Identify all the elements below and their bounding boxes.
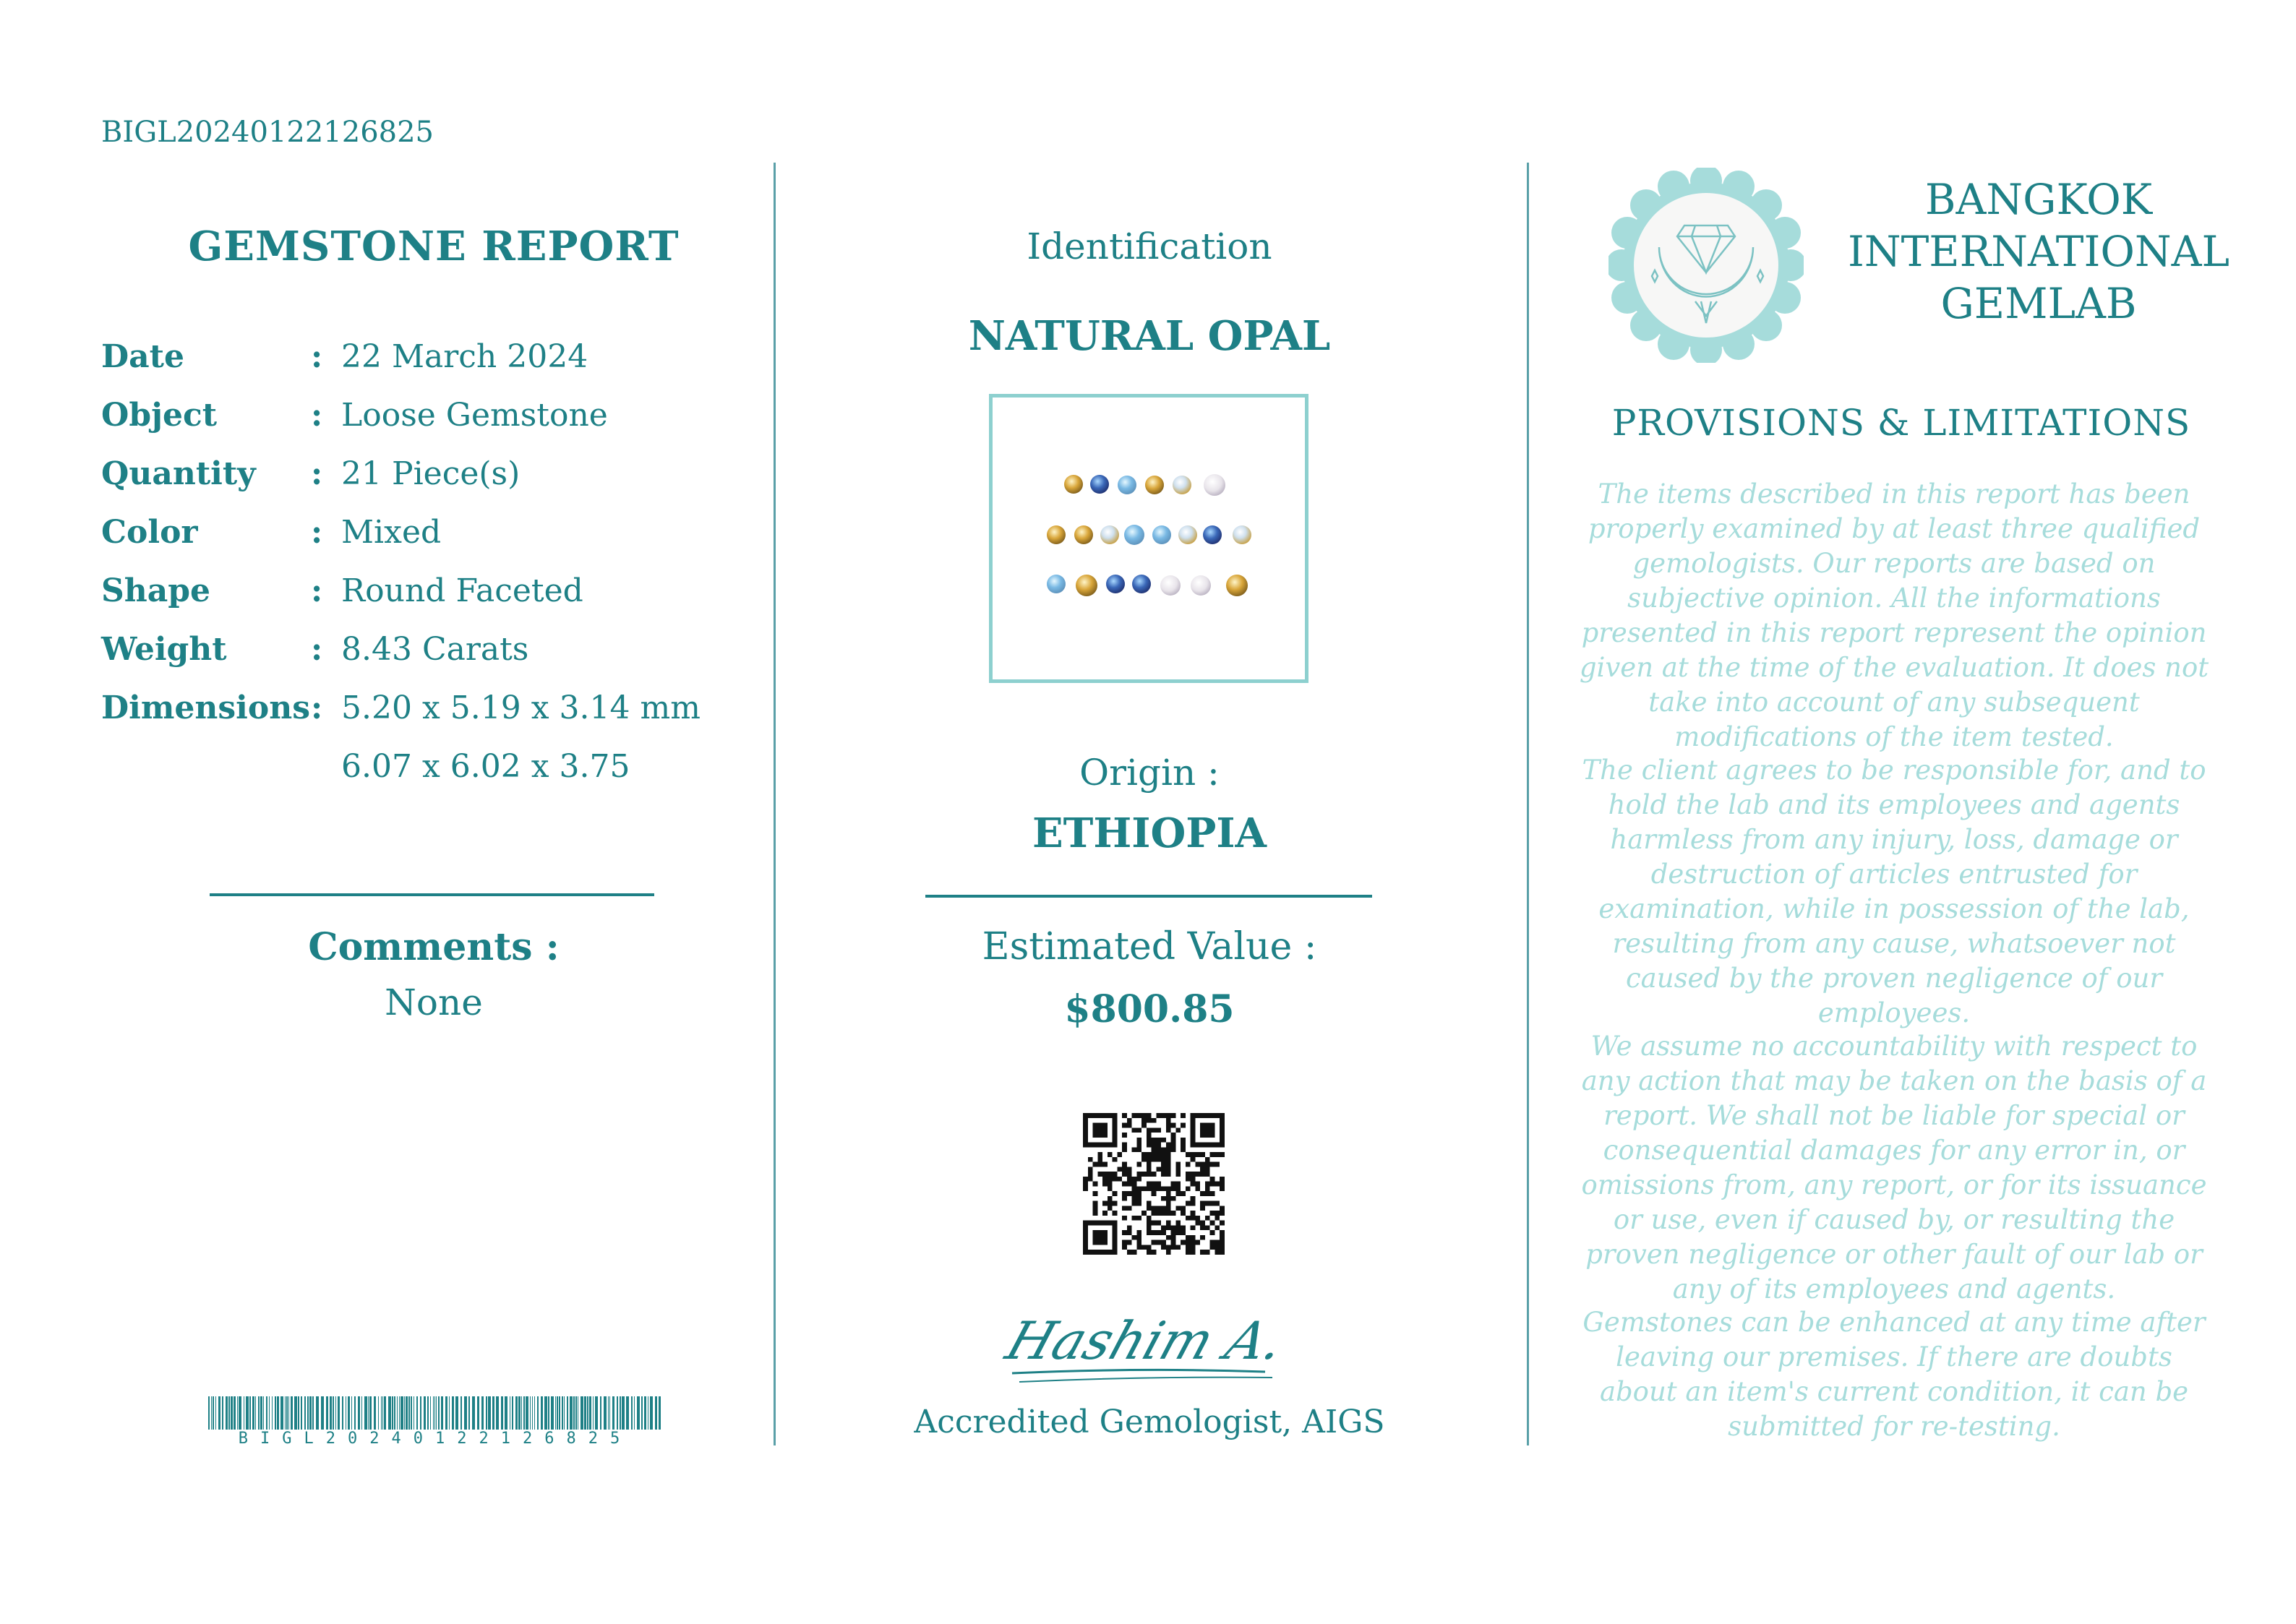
comments-label: Comments : [308,925,560,969]
gemstone-row-1 [1064,474,1225,496]
origin-label: Origin : [1079,752,1220,794]
lab-name-line: BANGKOK [1924,175,2153,224]
detail-colon: : [311,338,323,375]
lab-name [1836,173,2241,330]
detail-row-color [101,514,441,564]
detail-row-quantity [101,455,520,506]
detail-colon: : [311,514,323,551]
gemstones-image [993,398,1305,679]
origin-value: ETHIOPIA [1032,809,1267,857]
gemstone-row-2 [1047,525,1251,545]
detail-value: Mixed [341,514,442,551]
provisions-paragraph: The items described in this report has been properly examined by at least three qualified gemologists. Our reports are based on subjective opinion. All the informations presented in this report represent the opinion given at the time of the evaluation. It does not take into account of any subsequent modifications of the item tested. [1579,478,2209,752]
detail-row-date [101,338,588,389]
detail-value: Loose Gemstone [341,397,608,434]
detail-value: 6.07 x 6.02 x 3.75 [341,748,630,785]
detail-label: Shape [101,572,211,609]
detail-value: Round Faceted [341,572,583,609]
report-number: BIGL20240122126825 [101,116,434,149]
detail-colon: : [311,572,323,609]
detail-label: Object [101,397,218,434]
detail-label: Dimensions [101,689,311,726]
detail-colon: : [311,689,323,726]
detail-row-shape [101,572,583,623]
detail-row-object [101,397,608,447]
detail-label: Quantity [101,455,256,492]
barcode [208,1396,662,1430]
lab-name-line: GEMLAB [1940,279,2137,328]
detail-colon: : [311,631,323,668]
barcode-text: BIGL20240122126825 [238,1430,633,1448]
detail-label: Color [101,514,198,551]
comments-value: None [385,981,483,1023]
gemologist-title: Accredited Gemologist, AIGS [914,1404,1385,1440]
detail-value: 8.43 Carats [341,631,529,668]
divider [210,893,654,896]
detail-colon: : [311,397,323,434]
detail-row-dimensions [101,689,701,740]
detail-row-weight [101,631,528,682]
signature-text: Hashim A. [998,1310,1293,1372]
detail-value: 22 March 2024 [341,338,588,375]
column-divider [774,163,776,1445]
diamond-crescent-seal-icon [1609,168,1804,363]
detail-label: Weight [101,631,227,668]
detail-label: Date [101,338,184,375]
gemstone-photo [989,394,1308,683]
divider [925,895,1372,898]
report-title: GEMSTONE REPORT [188,223,680,270]
signature [998,1286,1301,1402]
estimated-value-label: Estimated Value : [982,925,1317,968]
provisions-title: PROVISIONS & LIMITATIONS [1611,402,2191,444]
column-divider [1527,163,1529,1445]
qr-code [1083,1113,1225,1255]
lab-name-line: INTERNATIONAL [1847,227,2230,276]
provisions-paragraph: Gemstones can be enhanced at any time after leaving our premises. If there are doubts about an item's current condition, it can be submitted for re-testing. [1582,1307,2206,1442]
detail-value: 5.20 x 5.19 x 3.14 mm [341,689,701,726]
gemstone-row-3 [1047,575,1248,596]
detail-colon: : [311,455,323,492]
provisions-paragraph: We assume no accountability with respect to any action that may be taken on the basis of a report. We shall not be liable for special or consequential damages for any error in, or omissions from, any report, or for its issuance or use, even if caused by, or resulting the proven negligence or other fault of our lab or any of its employees and agents. [1581,1031,2207,1305]
detail-row-dimensions-extra [101,748,630,799]
identification-value: NATURAL OPAL [968,312,1331,360]
identification-label: Identification [1027,225,1272,267]
provisions-paragraph: The client agrees to be responsible for, and to hold the lab and its employees and agents harmless from any injury, loss, damage or destruction of articles entrusted for examination, while in possession of the lab, resulting from any cause, whatsoever not caused by the proven negligence of our employees. [1582,755,2206,1028]
detail-value: 21 Piece(s) [341,455,521,492]
estimated-value-amount: $800.85 [1064,987,1235,1031]
